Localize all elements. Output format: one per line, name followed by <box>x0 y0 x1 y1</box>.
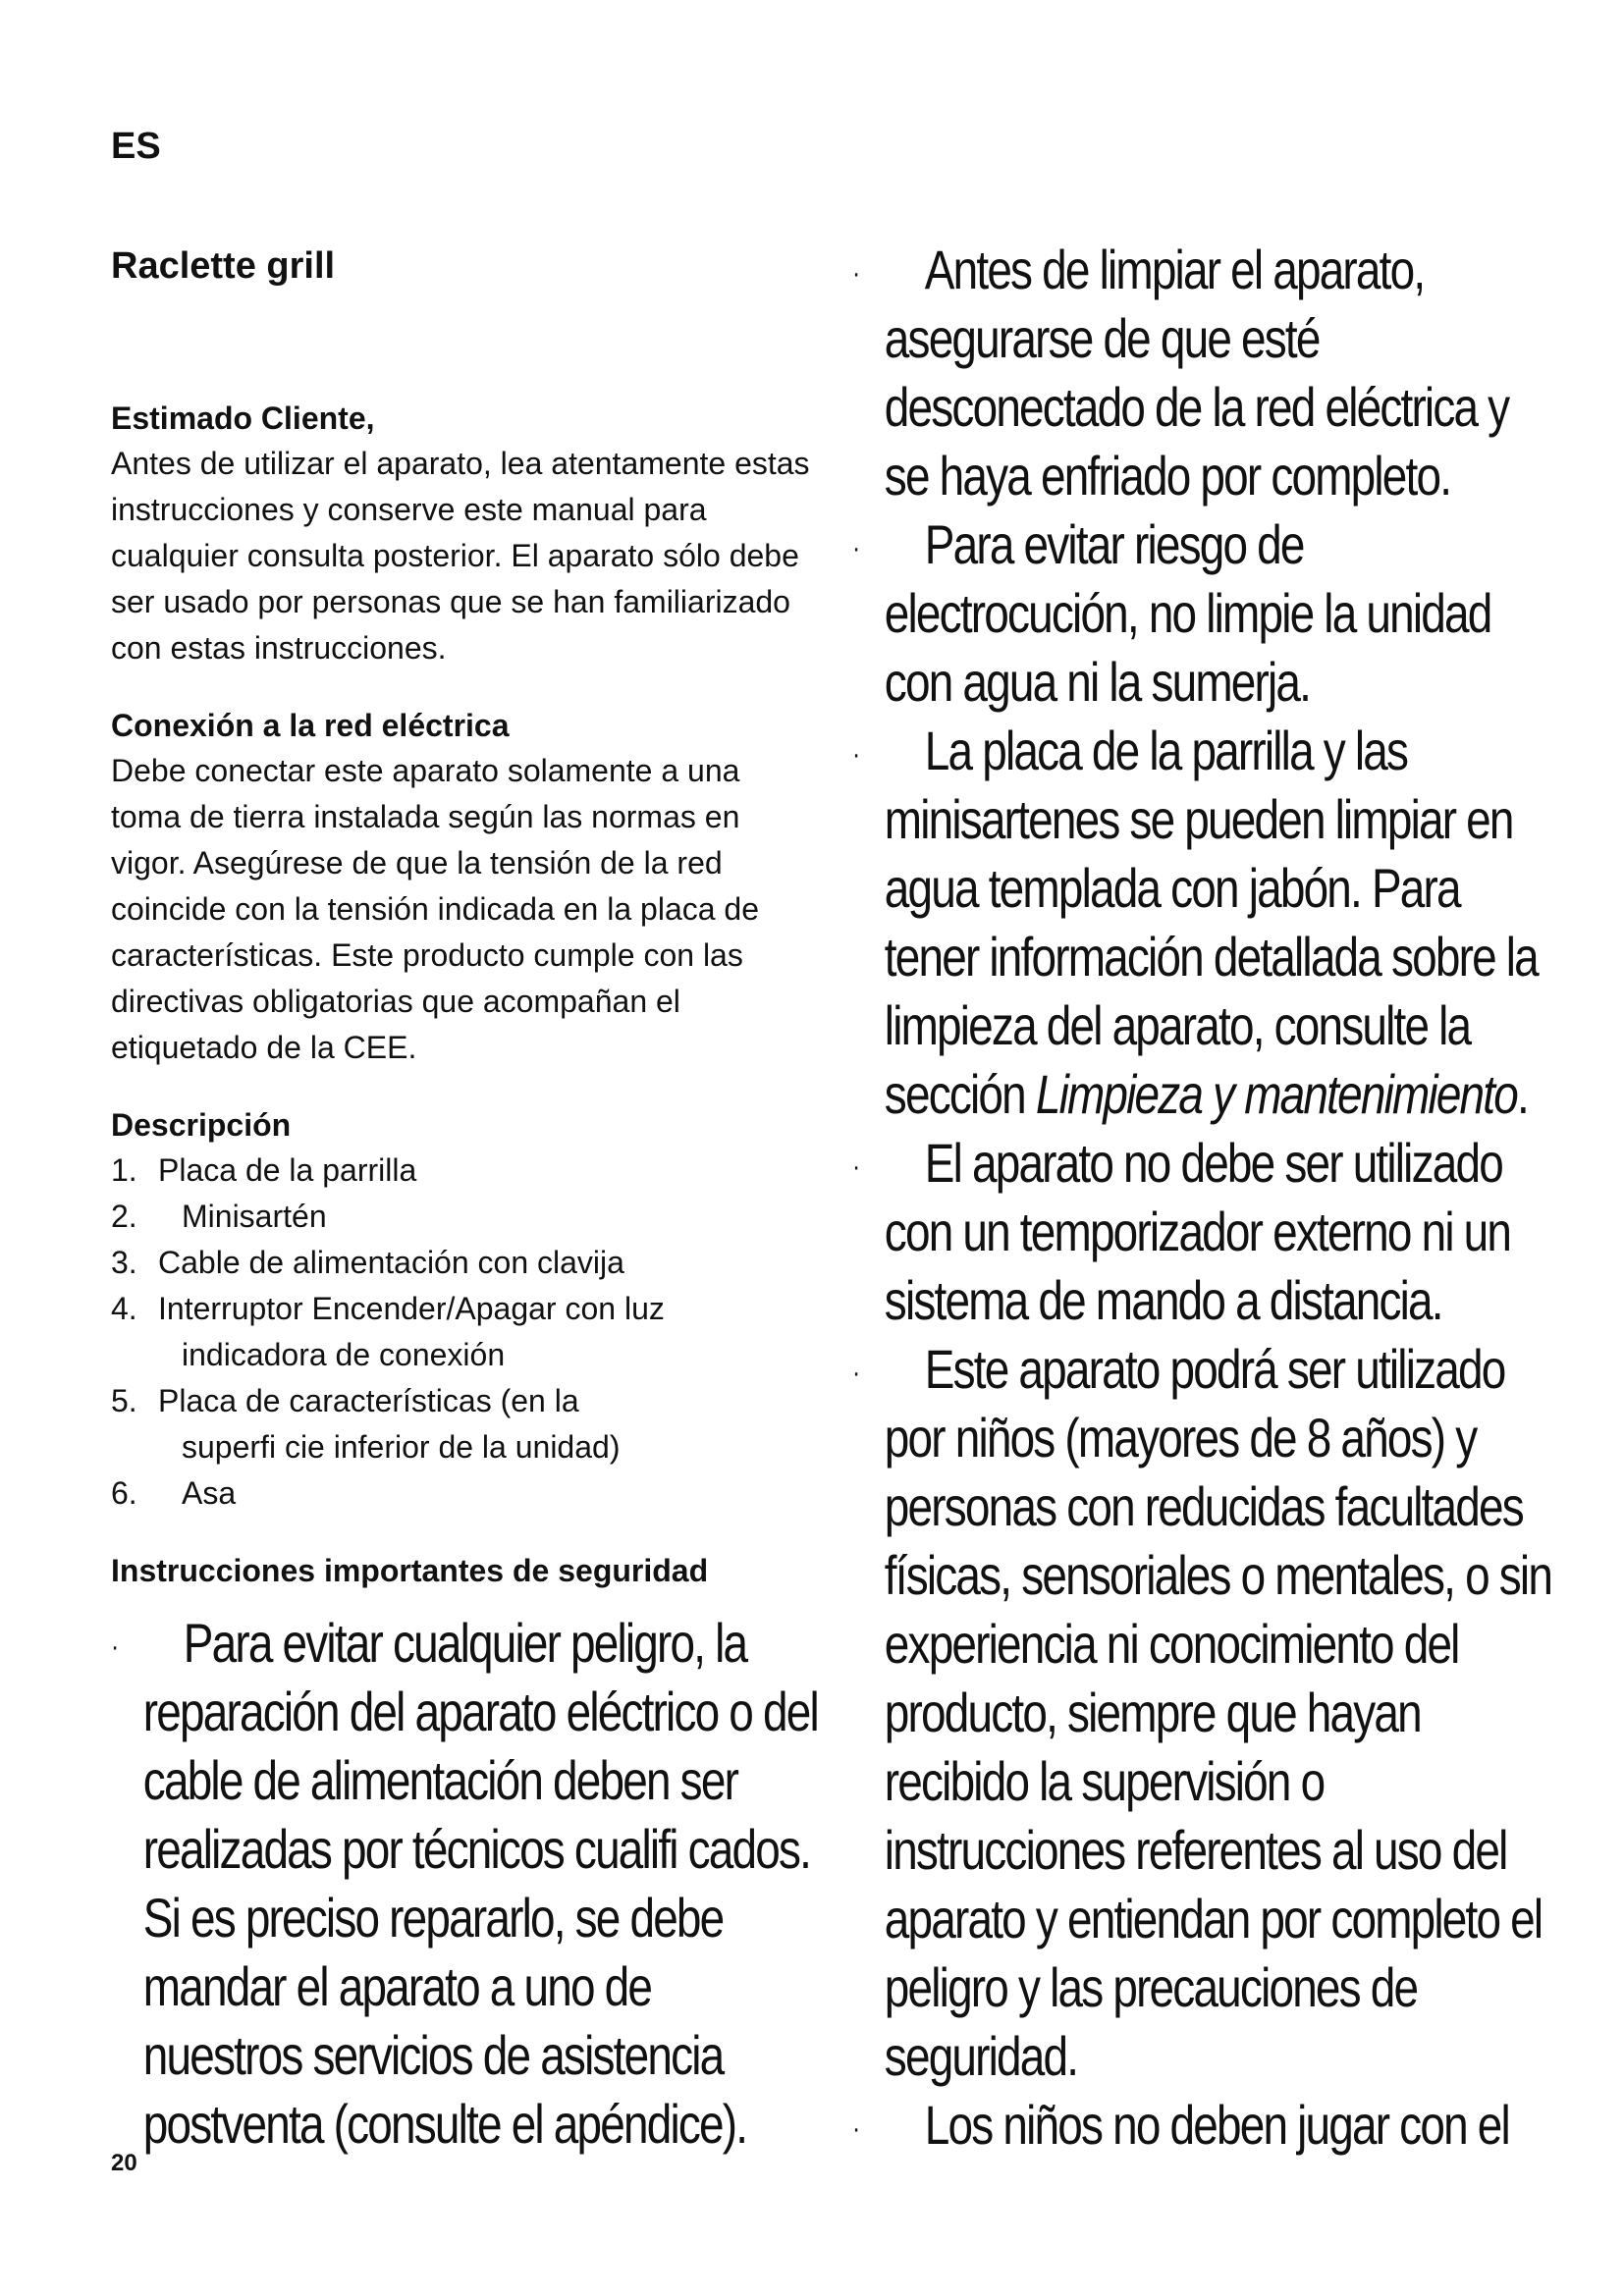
greeting-heading: Estimado Cliente, <box>111 400 375 436</box>
section-reference: Limpieza y mantenimiento <box>1035 1063 1517 1125</box>
safety-item <box>852 717 1561 1129</box>
safety-item <box>852 510 1561 717</box>
punctuation: . <box>1516 1063 1528 1125</box>
safety-list-left <box>111 1609 820 2159</box>
list-item-text: Asa <box>182 1475 237 1511</box>
bullet-icon: · <box>852 738 859 771</box>
page-number: 20 <box>111 2150 137 2176</box>
list-item <box>111 1194 818 1240</box>
safety-heading: Instrucciones importantes de seguridad <box>111 1553 709 1588</box>
left-column <box>111 245 818 2159</box>
language-code: ES <box>111 126 161 167</box>
bullet-icon: · <box>852 532 859 564</box>
description-section <box>111 1102 818 1517</box>
bullet-icon: · <box>111 1630 118 1663</box>
bullet-icon: · <box>852 1357 859 1389</box>
safety-item-text: Este aparato podrá ser utilizado por niños (mayores de 8 años) y personas con reducidas facultades físicas, sensoriales o mentales, o sin experiencia ni conocimiento del producto, siempre que hayan recibido la supervisión o instrucciones referentes al uso del aparato y entiendan por completo el peligro y las precauciones de seguridad. <box>884 1338 1552 2087</box>
safety-section <box>111 1548 818 2159</box>
safety-item-text: Para evitar cualquier peligro, la reparación del aparato eléctrico o del cable de alimentación deben ser realizadas por técnicos cualifi cados. Si es preciso repararlo, se debe mandar el aparato a uno de nuestros servicios de asistencia postventa (consulte el apéndice). <box>142 1612 818 2155</box>
list-item <box>111 1378 818 1424</box>
safety-item-text: Para evitar riesgo de electrocución, no limpie la unidad con agua ni la sumerja. <box>884 513 1491 713</box>
safety-list-right <box>852 236 1561 2160</box>
list-item-number: 4. <box>111 1291 137 1326</box>
list-item-number: 1. <box>111 1152 137 1188</box>
list-item-number: 2. <box>111 1199 137 1234</box>
list-item <box>111 1240 818 1286</box>
list-item-text: indicadora de conexión <box>182 1337 506 1372</box>
connection-heading: Conexión a la red eléctrica <box>111 708 510 743</box>
description-heading: Descripción <box>111 1107 292 1143</box>
list-item-text: Placa de la parrilla <box>158 1152 417 1188</box>
safety-item <box>111 1609 820 2159</box>
safety-item-text: Los niños no deben jugar con el <box>924 2094 1509 2156</box>
page-title: Raclette grill <box>111 245 336 287</box>
list-item <box>111 1470 818 1517</box>
list-item-text: Cable de alimentación con clavija <box>158 1245 624 1280</box>
list-item-number: 5. <box>111 1383 137 1418</box>
bullet-icon: · <box>852 257 859 290</box>
list-item-number: 3. <box>111 1245 137 1280</box>
list-item-text: Placa de características (en la <box>158 1383 579 1418</box>
safety-item-text: Antes de limpiar el aparato, asegurarse de que esté desconectado de la red eléctrica y se haya enfriado por completo. <box>884 239 1509 507</box>
bullet-icon: · <box>852 1150 859 1183</box>
list-item-text: Interruptor Encender/Apagar con luz <box>158 1291 665 1326</box>
greeting-text: Antes de utilizar el aparato, lea atentamente estas instrucciones y conserve este manual para cualquier consulta posterior. El aparato sólo debe ser usado por personas que se han familiarizado con estas instrucciones. <box>111 446 810 666</box>
safety-item-text: El aparato no debe ser utilizado con un temporizador externo ni un sistema de mando a distancia. <box>884 1132 1511 1331</box>
list-item-continuation <box>111 1332 818 1378</box>
safety-item <box>852 1335 1561 2091</box>
safety-item <box>852 2091 1561 2160</box>
right-column <box>852 236 1559 2160</box>
list-item-text: superfi cie inferior de la unidad) <box>182 1429 621 1465</box>
greeting-section <box>111 396 818 671</box>
bullet-icon: · <box>852 2112 859 2145</box>
description-list <box>111 1148 818 1517</box>
list-item-number: 6. <box>111 1475 137 1511</box>
safety-item <box>852 236 1561 510</box>
list-item-text: Minisartén <box>182 1199 327 1234</box>
safety-item-text: La placa de la parrilla y las minisartenes se pueden limpiar en agua templada con jabón. Para tener información detallada sobre la limpieza del aparato, consulte la sección <box>884 720 1538 1125</box>
list-item <box>111 1148 818 1194</box>
safety-item <box>852 1129 1561 1335</box>
list-item <box>111 1286 818 1332</box>
connection-text: Debe conectar este aparato solamente a una toma de tierra instalada según las normas en vigor. Asegúrese de que la tensión de la red coincide con la tensión indicada en la placa de características. Este producto cumple con las directivas obligatorias que acompañan el etiquetado de la CEE. <box>111 753 760 1065</box>
connection-section <box>111 703 818 1071</box>
list-item-continuation <box>111 1424 818 1470</box>
